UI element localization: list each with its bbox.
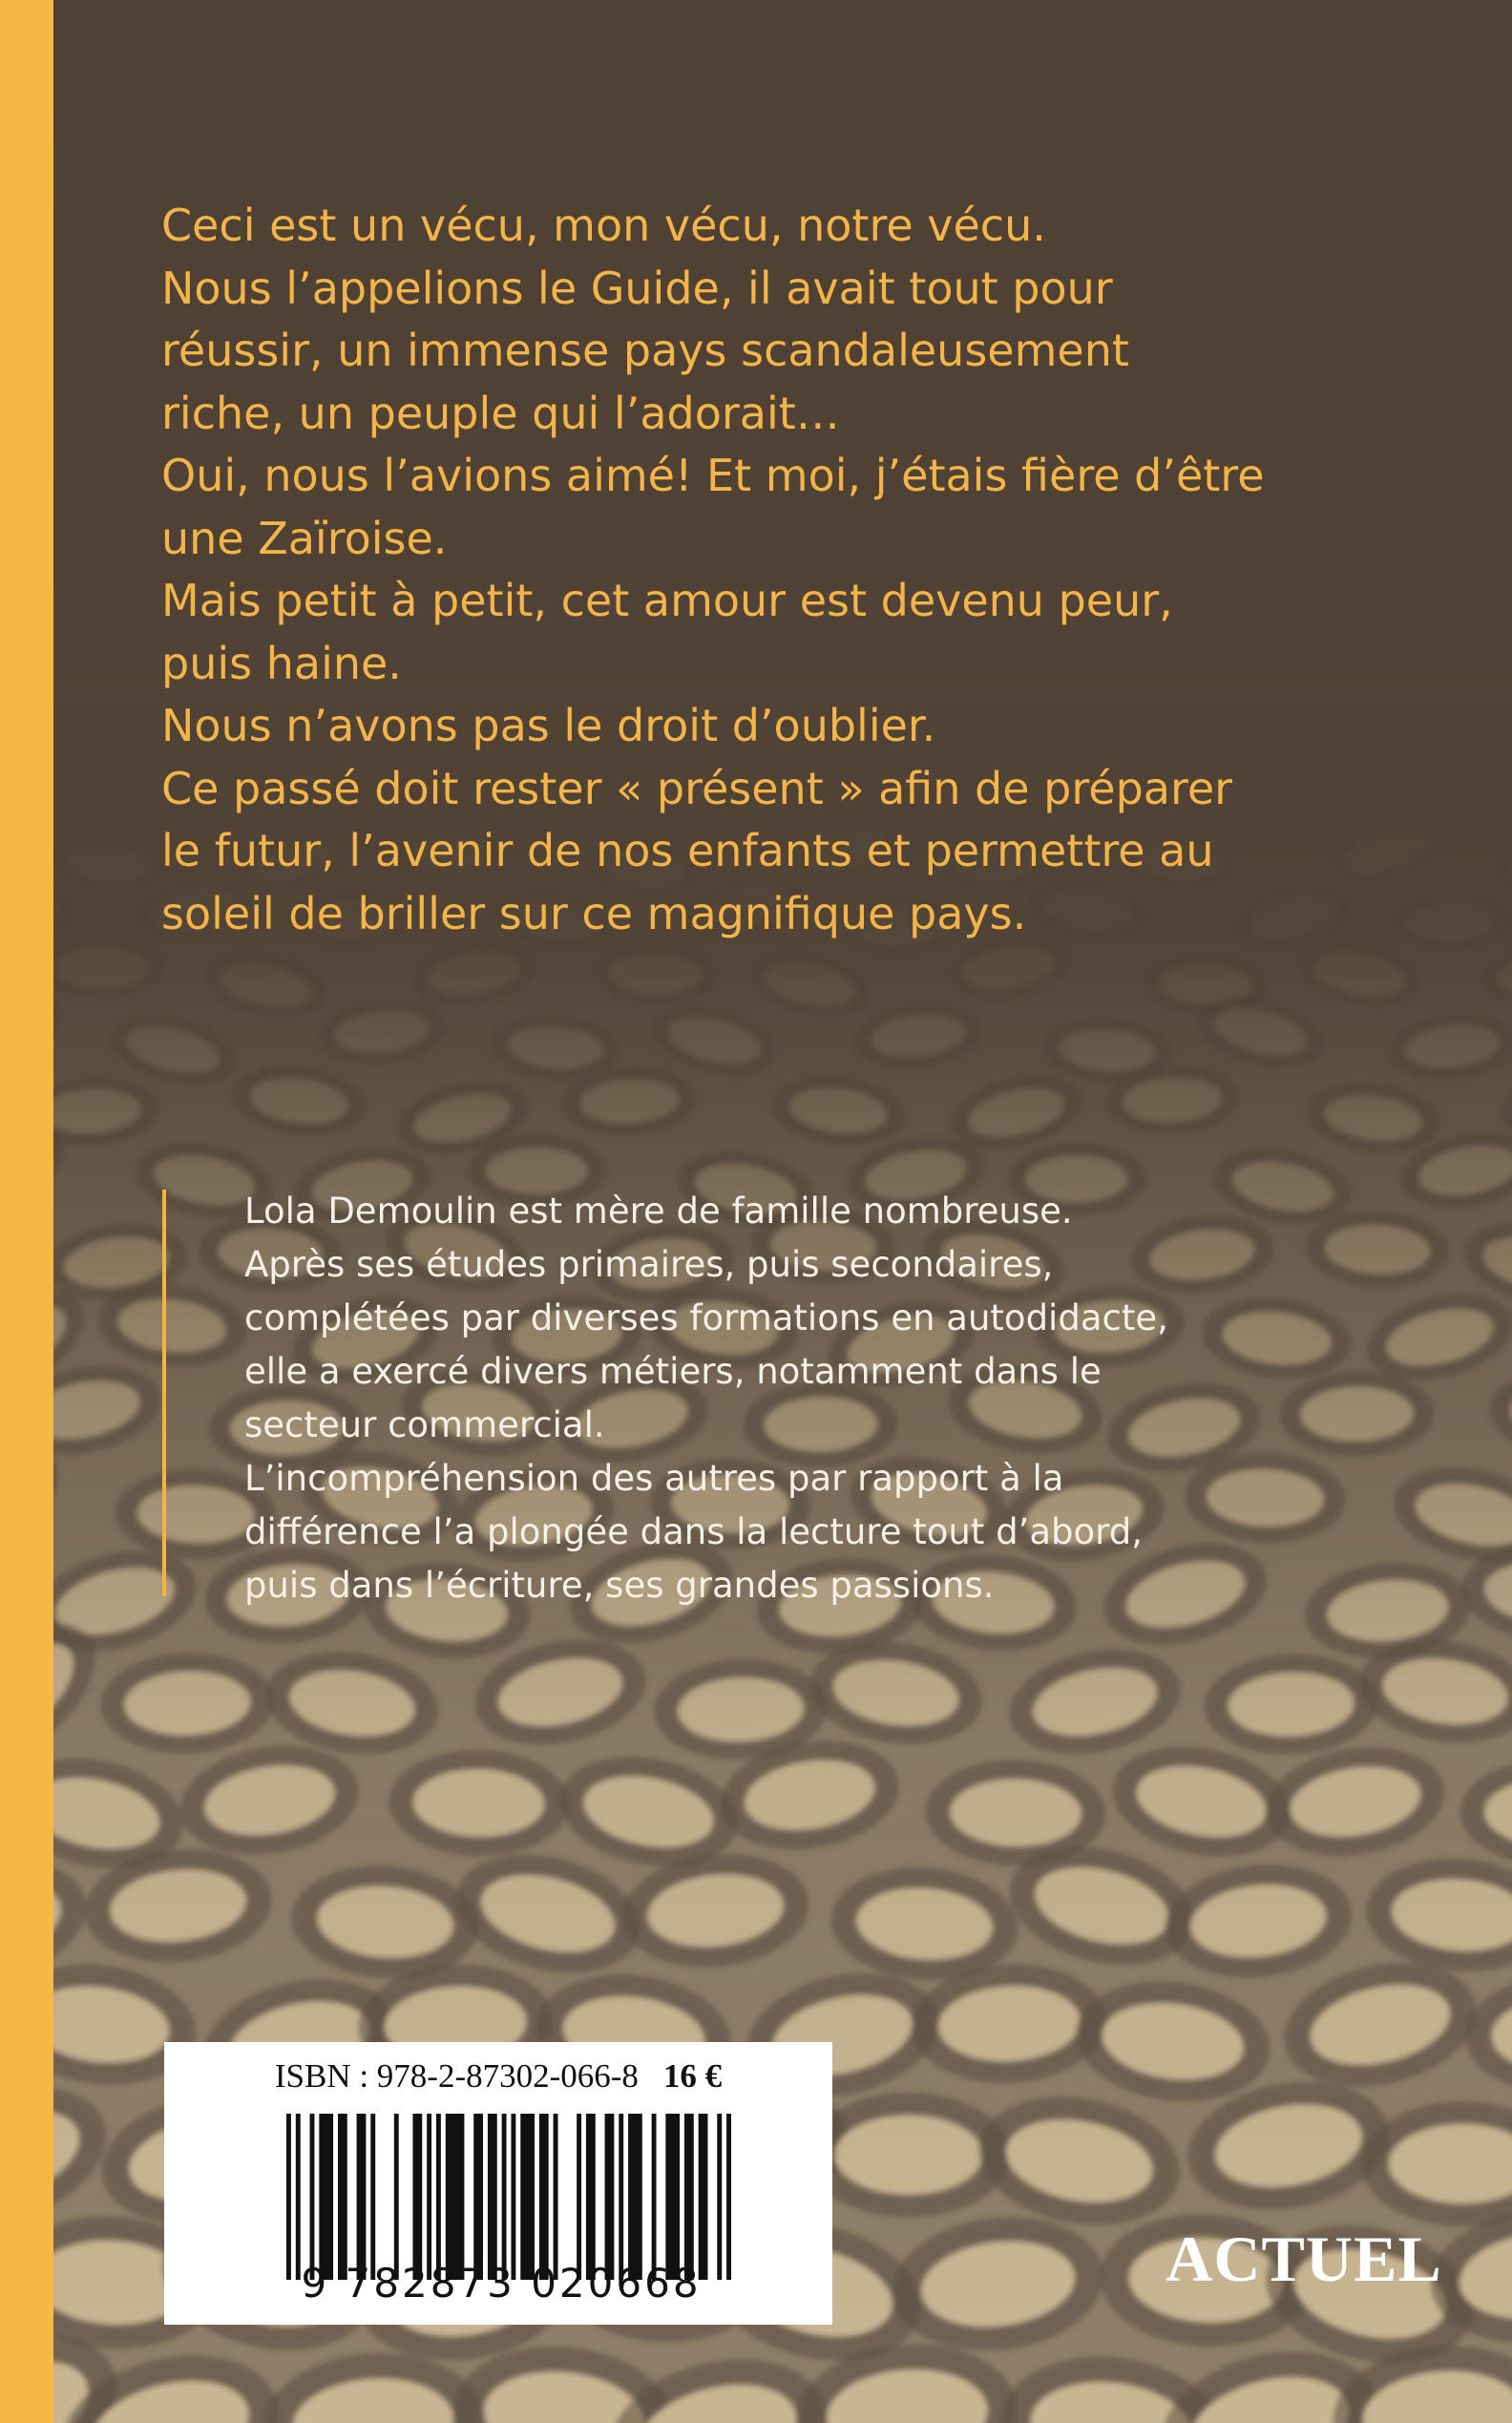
blurb-line: une Zaïroise. (161, 512, 448, 564)
barcode-number: 9 782873 020668 (301, 2260, 702, 2307)
barcode-icon (286, 2114, 731, 2280)
bio-line: elle a exercé divers métiers, notamment dans le (244, 1351, 1102, 1392)
blurb-line: Mais petit à petit, cet amour est devenu peur, (161, 575, 1173, 626)
blurb-line: Oui, nous l’avions aimé! Et moi, j’étais fière d’être (161, 450, 1265, 501)
blurb-line: soleil de briller sur ce magnifique pays. (161, 887, 1027, 939)
blurb-line: Ce passé doit rester « présent » afin de préparer (161, 762, 1233, 814)
bio-line: Lola Demoulin est mère de famille nombreuse. (244, 1190, 1073, 1232)
isbn-barcode-box (164, 2042, 832, 2325)
bio-line: L’incompréhension des autres par rapport à la (244, 1458, 1064, 1499)
publisher-logo: ACTUEL (1166, 2223, 1442, 2295)
blurb-text (161, 195, 1402, 945)
bio-line: Après ses études primaires, puis secondaires, (244, 1244, 1054, 1285)
bio-line: différence l’a plongée dans la lecture tout d’abord, (244, 1511, 1143, 1552)
bio-line: secteur commercial. (244, 1404, 605, 1445)
price-label: 16 € (662, 2057, 723, 2095)
blurb-line: le futur, l’avenir de nos enfants et permettre au (161, 825, 1214, 876)
bio-line: complétées par diverses formations en autodidacte, (244, 1297, 1168, 1338)
bio-accent-bar (162, 1190, 166, 1596)
blurb-line: réussir, un immense pays scandaleusement (161, 325, 1129, 376)
spine-accent-stripe (0, 0, 53, 2423)
blurb-line: riche, un peuple qui l’adorait… (161, 387, 840, 439)
isbn-price-row (164, 2057, 832, 2096)
blurb-line: puis haine. (161, 637, 402, 689)
bio-line: puis dans l’écriture, ses grandes passions. (244, 1565, 995, 1606)
blurb-line: Ceci est un vécu, mon vécu, notre vécu. (161, 200, 1046, 251)
cover-panel (53, 0, 1512, 2423)
blurb-line: Nous l’appelions le Guide, il avait tout pour (161, 262, 1113, 314)
author-bio (244, 1185, 1390, 1612)
blurb-line: Nous n’avons pas le droit d’oublier. (161, 700, 936, 751)
isbn-label: ISBN : 978-2-87302-066-8 (274, 2057, 639, 2095)
